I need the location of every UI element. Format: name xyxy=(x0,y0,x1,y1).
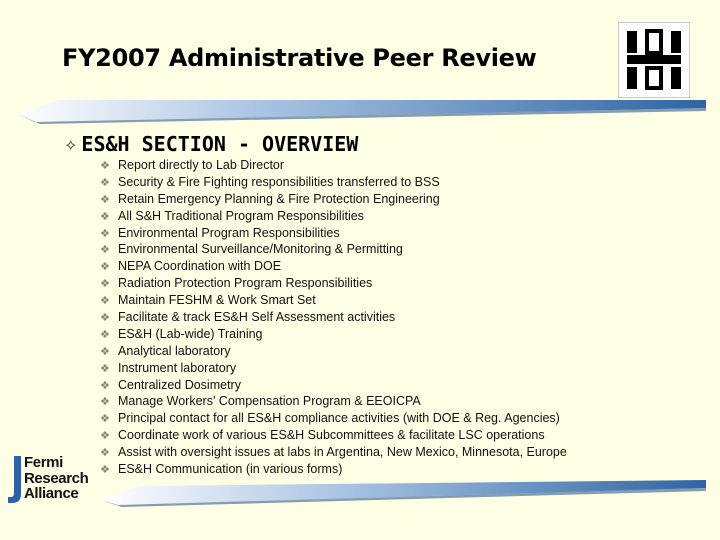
list-item: ❖ Instrument laboratory xyxy=(100,360,567,377)
diamond-bullet-icon: ❖ xyxy=(100,362,110,375)
diamond-bullet-icon: ❖ xyxy=(100,295,110,308)
fra-wordmark: Fermi Research Alliance xyxy=(24,454,89,502)
diamond-bullet-icon: ❖ xyxy=(100,210,110,223)
overview-list xyxy=(100,157,567,478)
diamond-bullet-icon: ❖ xyxy=(100,227,110,240)
diamond-bullet-icon: ❖ xyxy=(100,396,110,409)
list-item: ❖ Principal contact for all ES&H compliance activities (with DOE & Reg. Agencies) xyxy=(100,410,567,427)
fermilab-logo xyxy=(618,22,690,98)
section-heading-text: ES&H SECTION - OVERVIEW xyxy=(81,132,359,156)
list-item: ❖ Radiation Protection Program Responsibilities xyxy=(100,275,567,292)
diamond-bullet-icon: ❖ xyxy=(100,193,110,206)
top-swoosh xyxy=(18,100,706,124)
diamond-bullet-icon: ❖ xyxy=(100,447,110,460)
diamond-bullet-icon: ❖ xyxy=(100,160,110,172)
diamond-bullet-icon: ❖ xyxy=(100,345,110,358)
diamond-bullet-icon: ❖ xyxy=(100,430,110,443)
diamond-bullet-icon: ❖ xyxy=(100,312,110,325)
diamond-bullet-icon: ❖ xyxy=(100,413,110,426)
list-item: ❖ ES&H (Lab-wide) Training xyxy=(100,326,567,343)
fermilab-logo-icon xyxy=(619,23,689,97)
list-item: ❖ All S&H Traditional Program Responsibilities xyxy=(100,208,567,225)
list-item: ❖ Manage Workers' Compensation Program & EEOICPA xyxy=(100,393,567,410)
list-item: ❖ Facilitate & track ES&H Self Assessment activities xyxy=(100,309,567,326)
slide-title: FY2007 Administrative Peer Review xyxy=(62,44,537,72)
fra-mark-icon xyxy=(8,456,22,504)
list-item: ❖ Environmental Program Responsibilities xyxy=(100,225,567,242)
list-item: ❖ Maintain FESHM & Work Smart Set xyxy=(100,292,567,309)
diamond-bullet-icon: ❖ xyxy=(100,278,110,291)
list-item: ❖ Retain Emergency Planning & Fire Protection Engineering xyxy=(100,191,567,208)
diamond-bullet-icon: ❖ xyxy=(100,176,110,189)
fra-logo xyxy=(8,452,108,508)
list-item: ❖ Assist with oversight issues at labs in Argentina, New Mexico, Minnesota, Europe xyxy=(100,444,567,461)
list-item: ❖ Environmental Surveillance/Monitoring & Permitting xyxy=(100,241,567,258)
list-item: ❖ Analytical laboratory xyxy=(100,343,567,360)
diamond-bullet-icon: ❖ xyxy=(100,464,110,477)
list-item: ❖ Security & Fire Fighting responsibilities transferred to BSS xyxy=(100,174,567,191)
list-item: ❖ NEPA Coordination with DOE xyxy=(100,258,567,275)
diamond-bullet-icon: ❖ xyxy=(100,261,110,274)
diamond-bullet-icon: ❖ xyxy=(100,379,110,392)
section-heading xyxy=(64,132,358,156)
diamond-bullet-icon: ❖ xyxy=(100,244,110,257)
diamond-bullet-icon: ❖ xyxy=(100,328,110,341)
list-item: ❖ Centralized Dosimetry xyxy=(100,377,567,394)
list-item: ❖ Report directly to Lab Director xyxy=(100,157,567,174)
bottom-swoosh xyxy=(100,480,706,507)
four-point-star-icon: ✧ xyxy=(64,136,78,155)
list-item: ❖ ES&H Communication (in various forms) xyxy=(100,461,567,478)
list-item: ❖ Coordinate work of various ES&H Subcommittees & facilitate LSC operations xyxy=(100,427,567,444)
